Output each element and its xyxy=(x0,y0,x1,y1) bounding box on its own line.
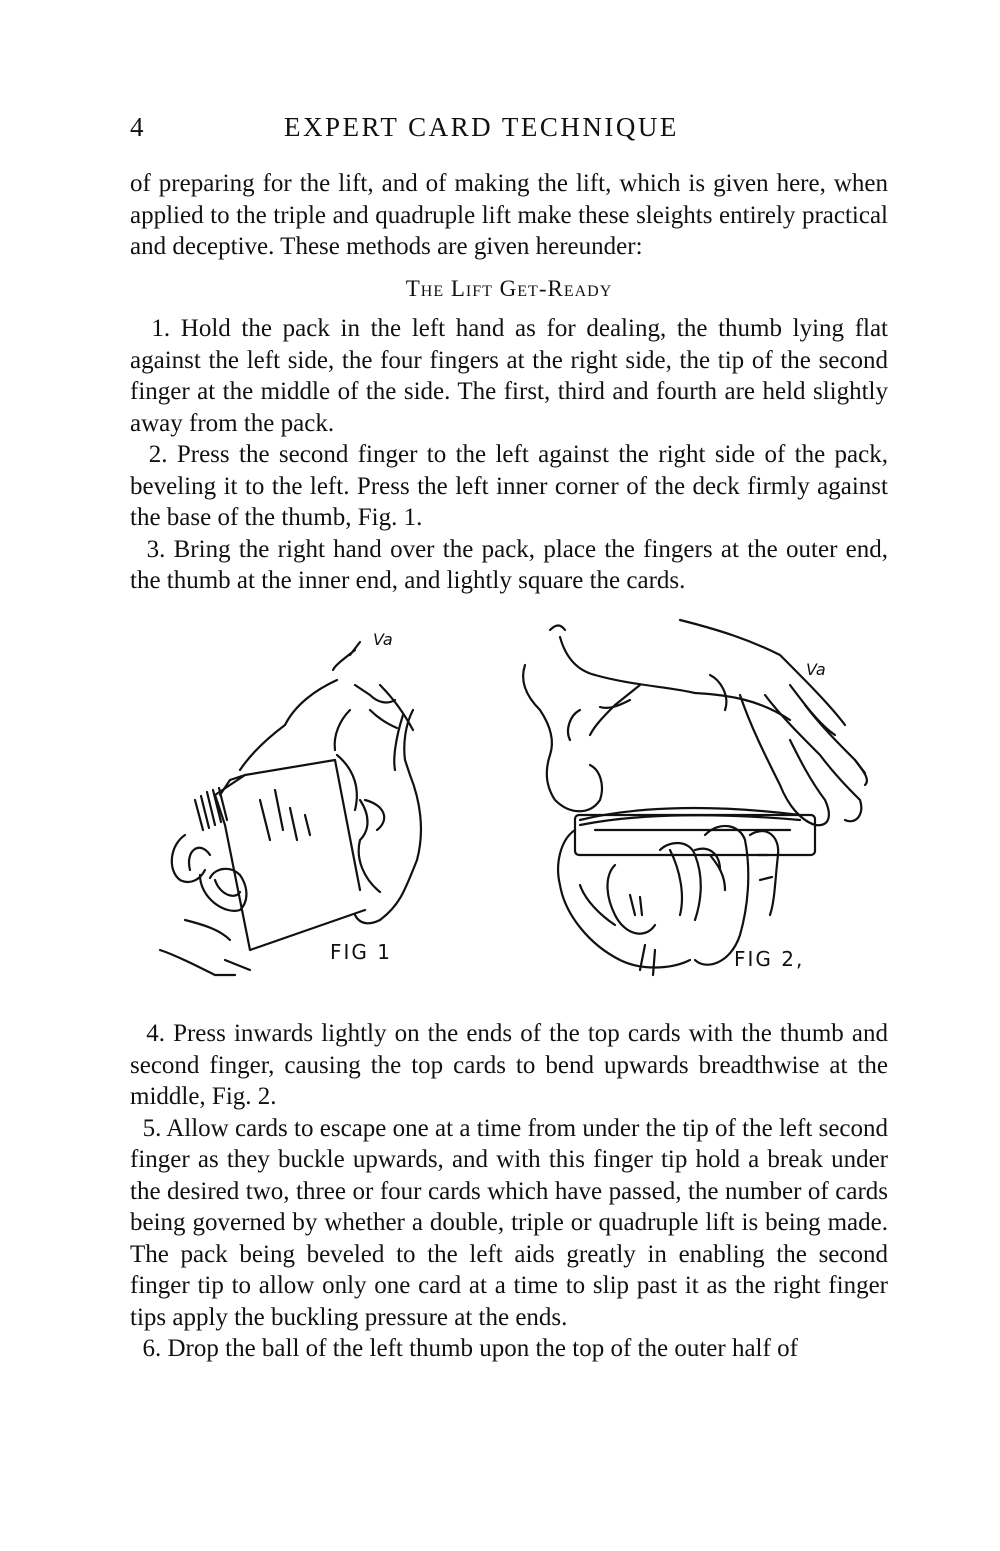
step-paragraph xyxy=(130,439,888,534)
step-paragraph xyxy=(130,1333,888,1365)
steps-after-figures xyxy=(130,1018,888,1365)
step-number: 2. xyxy=(148,441,168,468)
step-number: 1. xyxy=(151,315,171,342)
fig1-label: FIG 1 xyxy=(330,940,392,964)
page-number: 4 xyxy=(130,112,145,142)
step-text: Bring the right hand over the pack, place the fingers at the outer end, the thumb at the inner end, and lightly square the cards. xyxy=(130,535,889,594)
step-text: Allow cards to escape one at a time from under the tip of the left second finger as they buckle upwards, and with this finger tip hold a break under the desired two, three or four cards which have passed, the number of cards being governed by whether a double, triple or quadruple lift is being made. The pack being beveled to the left aids greatly in enabling the second finger tip to allow only one card at a time to slip past it as the right finger tips apply the buckling pressure at the ends. xyxy=(130,1114,889,1331)
fig2-signature: Va xyxy=(806,660,826,679)
step-text: Drop the ball of the left thumb upon the top of the outer half of xyxy=(167,1335,798,1362)
intro-text: of preparing for the lift, and of making the lift, which is given here, when applied to the triple and quadruple lift make these sleights entirely practical and deceptive. These methods are given hereunder: xyxy=(130,170,888,260)
intro-paragraph xyxy=(130,168,888,263)
step-paragraph xyxy=(130,1018,888,1113)
step-text: Hold the pack in the left hand as for dealing, the thumb lying flat against the left side, the four fingers at the right side, the tip of the second finger at the middle of the side. The first, third and fourth are held slightly away from the pack. xyxy=(130,315,889,437)
step-paragraph xyxy=(130,1113,888,1334)
fig1-illustration xyxy=(155,630,455,1000)
steps-before-figures xyxy=(130,313,888,597)
step-text: Press the second finger to the left against the right side of the pack, beveling it to the left. Press the left inner corner of the deck firmly against the base of the thumb, Fig. 1. xyxy=(130,441,888,531)
section-heading: The Lift Get-Ready xyxy=(405,276,613,301)
step-number: 5. xyxy=(142,1114,162,1142)
book-title: EXPERT CARD TECHNIQUE xyxy=(284,112,679,142)
step-number: 3. xyxy=(146,535,166,563)
fig2-label: FIG 2, xyxy=(734,947,805,971)
step-paragraph xyxy=(130,534,888,597)
step-text: Press inwards lightly on the ends of the top cards with the thumb and second finger, causing the top cards to bend upwards breadthwise at the middle, Fig. 2. xyxy=(130,1020,889,1110)
step-paragraph xyxy=(130,313,888,439)
fig1-signature: Va xyxy=(373,630,393,649)
step-number: 6. xyxy=(142,1335,162,1362)
step-number: 4. xyxy=(146,1020,165,1047)
figures-area xyxy=(130,610,888,1000)
fig2-illustration xyxy=(520,615,880,995)
running-head xyxy=(130,112,888,152)
